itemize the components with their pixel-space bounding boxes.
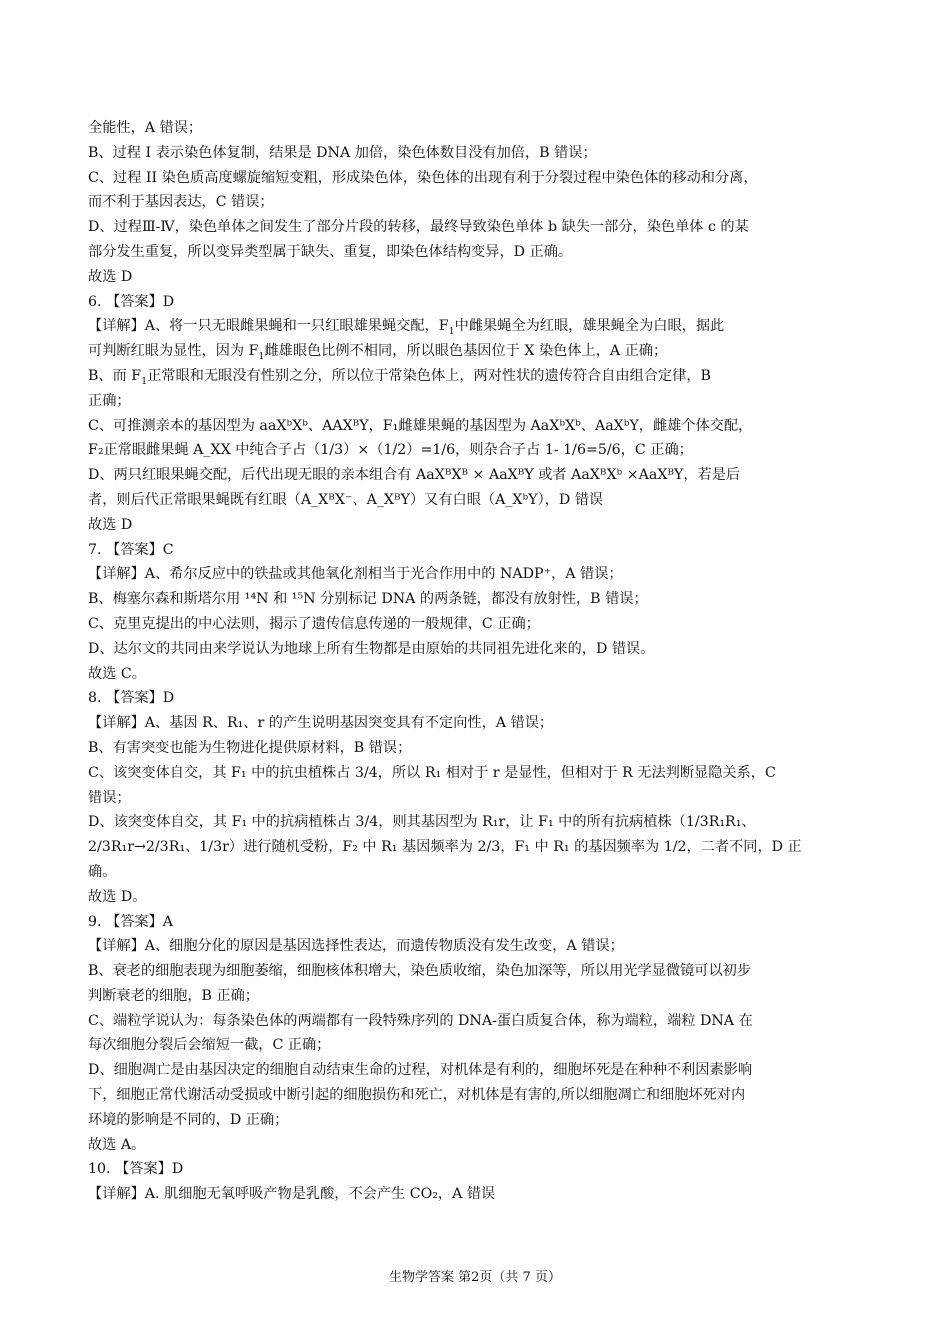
text-line: C、端粒学说认为：每条染色体的两端都有一段特殊序列的 DNA-蛋白质复合体，称为端粒，端粒 DNA 在 — [88, 1012, 753, 1029]
question-9-answer: 9. 【答案】A — [88, 913, 174, 930]
text-line: B、梅塞尔森和斯塔尔用 ¹⁴N 和 ¹⁵N 分别标记 DNA 的两条链，都没有放射性，B 错误； — [88, 591, 648, 608]
text-line: 【详解】A、细胞分化的原因是基因选择性表达，而遗传物质没有发生改变，A 错误； — [88, 938, 624, 955]
text-line: 故选 C。 — [88, 665, 146, 682]
text-line: C、可推测亲本的基因型为 aaXᵇXᵇ、AAXᴮY，F₁雌雄果蝇的基因型为 AaXᵇXᵇ、AaXᵇY，雌雄个体交配， — [88, 417, 753, 434]
page-footer: 生物学答案 第2页（共 7 页） — [389, 1270, 561, 1285]
answer-text-body — [88, 116, 868, 1207]
text-line: 而不利于基因表达，C 错误； — [88, 194, 274, 211]
text-segment: 正常眼和无眼没有性别之分，所以位于常染色体上，两对性状的遗传符合自由组合定律，B — [147, 367, 711, 384]
text-line: B、衰老的细胞表现为细胞萎缩，细胞核体积增大，染色质收缩，染色加深等，所以用光学显微镜可以初步 — [88, 963, 752, 980]
text-line: 确。 — [88, 863, 117, 880]
text-line: C、过程 II 染色质高度螺旋缩短变粗，形成染色体，染色体的出现有利于分裂过程中染色体的移动和分离， — [88, 169, 758, 186]
text-line: D、两只红眼果蝇交配，后代出现无眼的亲本组合有 AaXᴮXᴮ × AaXᴮY 或者 AaXᴮXᵇ ×AaXᴮY，若是后 — [88, 467, 741, 484]
q6-explain-b-line1: B、而 $F_1$正常眼和无眼没有性别之分，所以位于常染色体上，两对性状的遗传符合自由组合定律，B — [88, 367, 711, 387]
text-line: F₂正常眼雌果蝇 A_XX 中纯合子占（1/3）×（1/2）=1/6，则杂合子占 1- 1/6=5/6，C 正确； — [88, 442, 693, 459]
text-line: 2/3R₁r→2/3R₁、1/3r）进行随机受粉，F₂ 中 R₁ 基因频率为 2/3，F₁ 中 R₁ 的基因频率为 1/2，二者不同，D 正 — [88, 839, 802, 856]
text-segment: 可判断红眼为显性，因为 F — [88, 343, 259, 360]
text-line: 全能性，A 错误； — [88, 120, 203, 136]
q6-explain-a-line2: 可判断红眼为显性，因为 $F_1$雌雄眼色比例不相同，所以眼色基因位于 X 染色体上，A 正确； — [88, 343, 668, 362]
text-line: 每次细胞分裂后会缩短一截，C 正确； — [88, 1037, 331, 1054]
text-line: 判断衰老的细胞，B 正确； — [88, 987, 259, 1004]
text-line: 故选 D — [88, 268, 133, 285]
text-line: 故选 A。 — [88, 1136, 146, 1153]
text-segment: B、而 F — [88, 367, 142, 384]
question-6-answer: 6. 【答案】D — [88, 293, 175, 310]
text-line: C、克里克提出的中心法则，揭示了遗传信息传递的一般规律，C 正确； — [88, 615, 540, 632]
text-line: 错误； — [88, 789, 131, 806]
question-7-answer: 7. 【答案】C — [88, 541, 174, 558]
q6-explain-a-line1: 【详解】A、将一只无眼雌果蝇和一只红眼雄果蝇交配，$F_1$中雌果蝇全为红眼，雄果蝇全为白眼，据此 — [88, 318, 725, 338]
text-line: 部分发生重复，所以变异类型属于缺失、重复，即染色体结构变异，D 正确。 — [88, 243, 573, 260]
text-line: C、该突变体自交，其 F₁ 中的抗虫植株占 3/4，所以 R₁ 相对于 r 是显性，但相对于 R 无法判断显隐关系，C — [88, 764, 776, 781]
text-segment: 雌雄眼色比例不相同，所以眼色基因位于 X 染色体上，A 正确； — [264, 343, 668, 360]
text-line: 【详解】A、基因 R、R₁、r 的产生说明基因突变具有不定向性，A 错误； — [88, 715, 554, 732]
text-line: 故选 D。 — [88, 888, 147, 905]
text-line: D、该突变体自交，其 F₁ 中的抗病植株占 3/4，则其基因型为 R₁r，让 F₁ 中的所有抗病植株（1/3R₁R₁、 — [88, 814, 756, 831]
text-line: 者，则后代正常眼果蝇既有红眼（A_XᴮX⁻、A_XᴮY）又有白眼（A_XᵇY），D 错误 — [88, 491, 604, 508]
text-line: 故选 D — [88, 516, 133, 533]
text-line: 【详解】A. 肌细胞无氧呼吸产物是乳酸，不会产生 CO₂，A 错误 — [88, 1186, 496, 1203]
question-8-answer: 8. 【答案】D — [88, 690, 175, 707]
text-line: 正确； — [88, 392, 131, 409]
text-line: D、达尔文的共同由来学说认为地球上所有生物都是由原始的共同祖先进化来的，D 错误。 — [88, 640, 655, 657]
text-line: D、细胞凋亡是由基因决定的细胞自动结束生命的过程，对机体是有利的，细胞坏死是在种种不利因素影响 — [88, 1062, 753, 1079]
text-line: B、过程 I 表示染色体复制，结果是 DNA 加倍，染色体数目没有加倍，B 错误； — [88, 144, 597, 161]
text-line: 环境的影响是不同的，D 正确； — [88, 1111, 289, 1128]
text-line: D、过程Ⅲ-Ⅳ，染色单体之间发生了部分片段的转移，最终导致染色单体 b 缺失一部分，染色单体 c 的某 — [88, 219, 749, 236]
text-segment: 中雌果蝇全为红眼，雄果蝇全为白眼，据此 — [454, 318, 725, 335]
text-line: B、有害突变也能为生物进化提供原材料，B 错误； — [88, 739, 412, 756]
text-segment: 【详解】A、将一只无眼雌果蝇和一只红眼雄果蝇交配，F — [88, 318, 449, 335]
question-10-answer: 10. 【答案】D — [88, 1161, 184, 1178]
text-line: 下，细胞正常代谢活动受损或中断引起的细胞损伤和死亡，对机体是有害的,所以细胞凋亡和细胞坏死对内 — [88, 1087, 746, 1104]
text-line: 【详解】A、希尔反应中的铁盐或其他氧化剂相当于光合作用中的 NADP⁺，A 错误； — [88, 566, 623, 583]
